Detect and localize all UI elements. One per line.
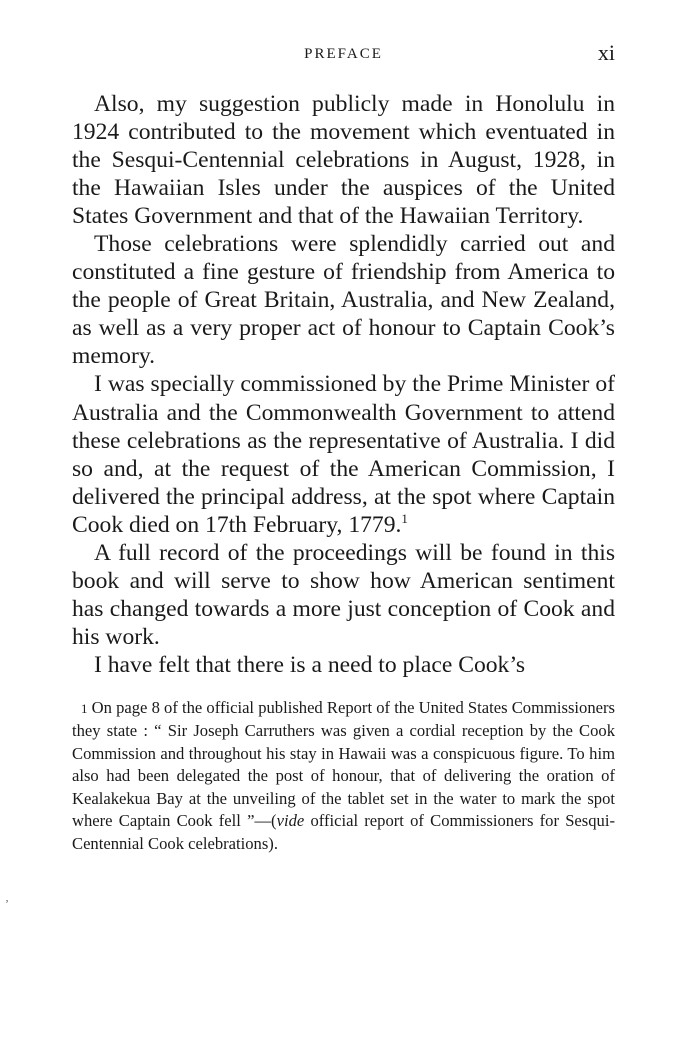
running-head (72, 40, 615, 70)
footnote-italic-vide: vide (276, 811, 305, 831)
paragraph-1: Also, my suggestion publicly made in Honolulu in 1924 contributed to the movement which eventuated in the Sesqui-Centennial celebrations in August, 1928, in the Hawaiian Isles under the auspices of the United States Government and that of the Hawaiian Territory. (72, 91, 615, 230)
paragraph-5: I have felt that there is a need to place Cook’s (94, 651, 526, 678)
margin-mark: ‚ (5, 890, 9, 904)
book-page (72, 40, 615, 855)
footnote (72, 697, 615, 856)
footnote-mark: 1 (81, 700, 88, 716)
footnote-text-before: On page 8 of the official published Report of the United States Commissioners they state : “ Sir Joseph Carruthers was given a cordial reception by the Cook Commission and throughout his stay in Hawaii was a conspicuous figure. To him also had been delegated the post of honour, that of delivering the oration of Kealakekua Bay at the unveiling of the tablet set in the water to mark the spot where Captain Cook fell ”—( (72, 697, 615, 831)
footnote-text (72, 697, 615, 856)
footnote-reference: 1 (401, 510, 408, 526)
page-number: xi (597, 40, 615, 65)
running-head-title: PREFACE (304, 46, 383, 62)
paragraph-4: A full record of the proceedings will be found in this book and will serve to show how American sentiment has changed towards a more just conception of Cook and his work. (72, 539, 615, 650)
paragraph-3 (72, 370, 615, 538)
paragraph-2: Those celebrations were splendidly carried out and constituted a fine gesture of friendship from America to the people of Great Britain, Australia, and New Zealand, as well as a very proper act of honour to Captain Cook’s memory. (72, 231, 615, 370)
paragraph-3-text: I was specially commissioned by the Prime Minister of Australia and the Commonwealth Government to attend these celebrations as the representative of Australia. I did so and, at the request of the American Commission, I delivered the principal address, at the spot where Captain Cook died on 17th February, 1779. (72, 371, 615, 538)
body-text (72, 90, 615, 679)
footnote-text-after: official report of Commissioners for Sesqui-Centennial Cook celebrations). (72, 811, 615, 853)
